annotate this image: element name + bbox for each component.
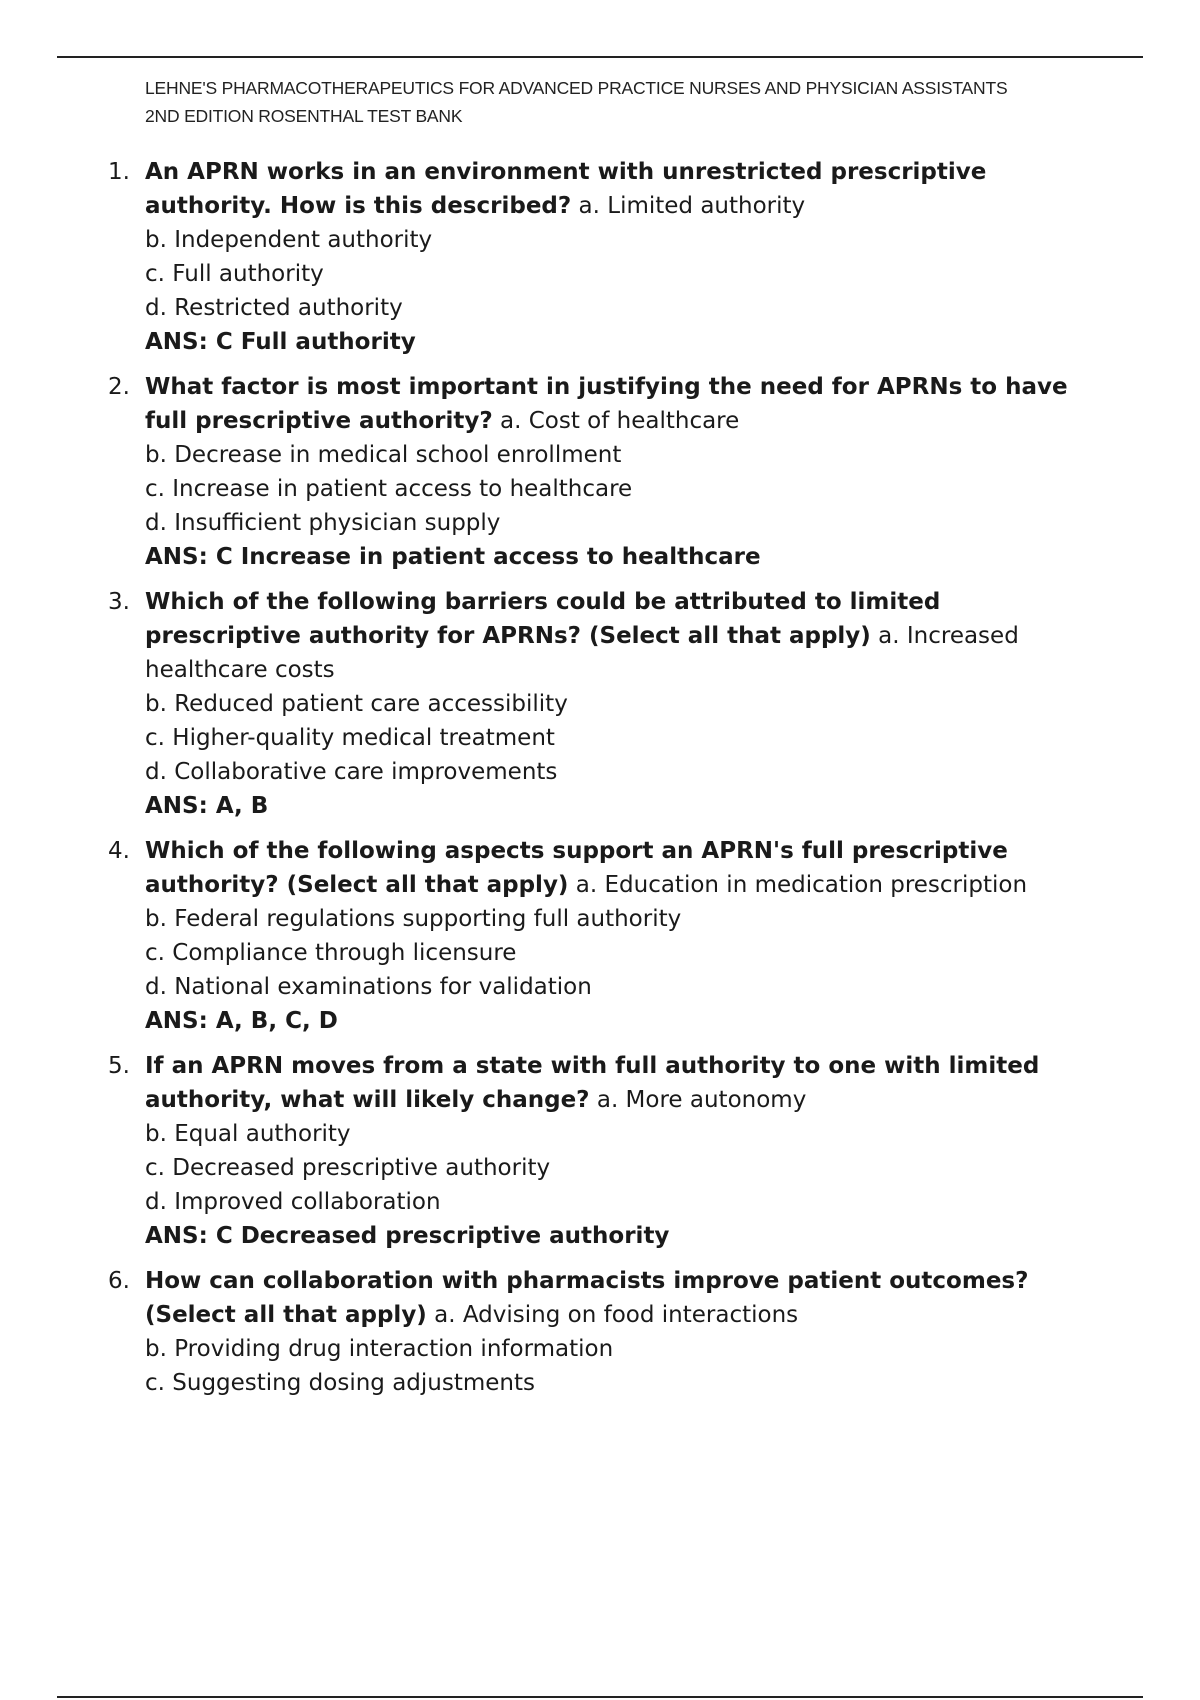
question-stem: An APRN works in an environment with unrestricted prescriptive authority. How is this described? bbox=[145, 159, 987, 219]
answer-key: ANS: C Increase in patient access to healthcare bbox=[145, 544, 761, 570]
answer-key: ANS: C Full authority bbox=[145, 329, 416, 355]
answer-option: c. Suggesting dosing adjustments bbox=[145, 1370, 536, 1396]
question-item bbox=[100, 1264, 1100, 1400]
answer-option: b. Equal authority bbox=[145, 1121, 351, 1147]
question-stem: How can collaboration with pharmacists improve patient outcomes? (Select all that apply) bbox=[145, 1268, 1029, 1328]
answer-option: c. Decreased prescriptive authority bbox=[145, 1155, 551, 1181]
answer-key: ANS: A, B bbox=[145, 793, 269, 819]
answer-option: c. Increase in patient access to healthcare bbox=[145, 476, 633, 502]
question-number: 4. bbox=[108, 838, 130, 864]
question-number: 2. bbox=[108, 374, 130, 400]
answer-option: a. Education in medication prescription bbox=[575, 872, 1028, 898]
question-number: 6. bbox=[108, 1268, 130, 1294]
question-number: 3. bbox=[108, 589, 130, 615]
question-stem: Which of the following aspects support an APRN's full prescriptive authority? (Select all that apply) bbox=[145, 838, 1008, 898]
answer-option: b. Federal regulations supporting full authority bbox=[145, 906, 682, 932]
question-stem: Which of the following barriers could be attributed to limited prescriptive authority for APRNs? (Select all that apply) bbox=[145, 589, 941, 649]
question-number: 1. bbox=[108, 159, 130, 185]
top-divider bbox=[57, 56, 1143, 58]
answer-option: d. National examinations for validation bbox=[145, 974, 592, 1000]
header-title-line: LEHNE'S PHARMACOTHERAPEUTICS FOR ADVANCED PRACTICE NURSES AND PHYSICIAN ASSISTANTS bbox=[145, 78, 1008, 98]
question-item bbox=[100, 834, 1100, 1038]
question-stem: If an APRN moves from a state with full authority to one with limited authority, what will likely change? bbox=[145, 1053, 1040, 1113]
document-header bbox=[145, 74, 1105, 130]
answer-key: ANS: A, B, C, D bbox=[145, 1008, 338, 1034]
answer-option: b. Providing drug interaction information bbox=[145, 1336, 614, 1362]
question-item bbox=[100, 1049, 1100, 1253]
question-item bbox=[100, 585, 1100, 823]
answer-option: c. Full authority bbox=[145, 261, 324, 287]
answer-option: a. More autonomy bbox=[596, 1087, 807, 1113]
question-list bbox=[100, 155, 1100, 1411]
answer-option: a. Limited authority bbox=[578, 193, 806, 219]
header-subtitle-line: 2ND EDITION ROSENTHAL TEST BANK bbox=[145, 106, 463, 126]
answer-option: c. Compliance through licensure bbox=[145, 940, 517, 966]
answer-option: b. Decrease in medical school enrollment bbox=[145, 442, 622, 468]
question-item bbox=[100, 370, 1100, 574]
answer-option: d. Improved collaboration bbox=[145, 1189, 441, 1215]
answer-option: d. Insufficient physician supply bbox=[145, 510, 501, 536]
answer-option: a. Advising on food interactions bbox=[434, 1302, 799, 1328]
answer-option: a. Increased healthcare costs bbox=[145, 623, 1019, 683]
answer-option: c. Higher-quality medical treatment bbox=[145, 725, 555, 751]
answer-key: ANS: C Decreased prescriptive authority bbox=[145, 1223, 670, 1249]
answer-option: d. Restricted authority bbox=[145, 295, 403, 321]
answer-option: a. Cost of healthcare bbox=[500, 408, 740, 434]
bottom-divider bbox=[57, 1696, 1143, 1698]
question-stem: What factor is most important in justifying the need for APRNs to have full prescriptive authority? bbox=[145, 374, 1068, 434]
answer-option: b. Reduced patient care accessibility bbox=[145, 691, 568, 717]
answer-option: d. Collaborative care improvements bbox=[145, 759, 558, 785]
question-number: 5. bbox=[108, 1053, 130, 1079]
answer-option: b. Independent authority bbox=[145, 227, 433, 253]
question-item bbox=[100, 155, 1100, 359]
